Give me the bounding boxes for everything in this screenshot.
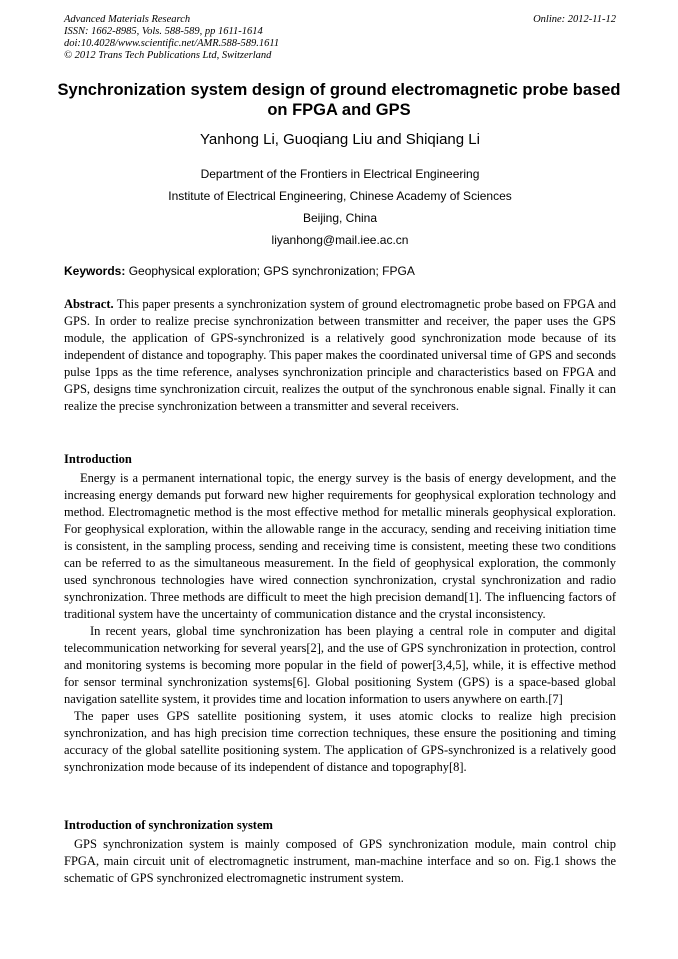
introduction-paragraph-1: Energy is a permanent international topic, the energy survey is the basis of energy development, and the increasing energy demands put forward new higher requirements for geophysical exploration technology and method. Electromagnetic method is the most effective method for metallic minerals geophysical exploration. For geophysical exploration, within the allowable range in the accuracy, sending and receiving initiation time is consistent, in the sampling process, sending and receiving time is consistent, meeting these two conditions can be referred to as the simultaneous measurement. In the field of geophysical exploration, the commonly used synchronous technologies have wired connection synchronization, crystal synchronization and radio synchronization. Three methods are difficult to meet the high precision demand[1]. The influencing factors of traditional system have the uncertainty of communication distance and the crystal inconsistency. [64, 471, 616, 621]
journal-name: Advanced Materials Research [64, 14, 191, 25]
introduction-body [64, 470, 616, 776]
journal-header [64, 14, 616, 62]
paper-authors: Yanhong Li, Guoqiang Liu and Shiqiang Li [200, 131, 480, 148]
keywords [64, 263, 616, 279]
journal-issn: ISSN: 1662-8985, Vols. 588-589, pp 1611-1614 [64, 26, 263, 37]
introduction-paragraph-2: In recent years, global time synchronization has been playing a central role in computer and digital telecommunication networking for several years[2], and the use of GPS synchronization in protection, control and monitoring systems is becoming more popular in the field of power[3,4,5], while, it is effective method for sensor terminal synchronization systems[6]. Global positioning System (GPS) is a space-based global navigation satellite system, it provides time and location information to users anywhere on earth.[7] [64, 624, 616, 706]
abstract [64, 296, 616, 415]
introduction-heading: Introduction [64, 452, 132, 466]
affiliation-department: Department of the Frontiers in Electrical Engineering [200, 167, 480, 181]
affiliation-institute: Institute of Electrical Engineering, Chinese Academy of Sciences [168, 189, 512, 203]
abstract-text: This paper presents a synchronization system of ground electromagnetic probe based on FPGA and GPS. In order to realize precise synchronization between transmitter and receiver, the paper uses the GPS module, the application of GPS-synchronized is a relatively good synchronization mode because of its independent of distance and topography. This paper makes the coordinated universal time of GPS and seconds pulse 1pps as the time reference, analyses synchronization principle and characteristics based on FPGA and GPS, designs time synchronization circuit, realizes the output of the synchronous enable signal. Finally it can realize the precise synchronization between a transmitter and several receivers. [64, 297, 616, 413]
journal-doi: doi:10.4028/www.scientific.net/AMR.588-589.1611 [64, 38, 280, 49]
sync-system-body [64, 836, 616, 887]
affiliation-city: Beijing, China [302, 211, 378, 225]
keywords-text: Geophysical exploration; GPS synchronization; FPGA [125, 264, 415, 278]
journal-copyright: © 2012 Trans Tech Publications Ltd, Switzerland [64, 50, 272, 61]
sync-system-heading: Introduction of synchronization system [64, 818, 273, 832]
keywords-label: Keywords: [64, 264, 126, 278]
sync-system-paragraph: GPS synchronization system is mainly composed of GPS synchronization module, main control chip FPGA, main circuit unit of electromagnetic instrument, man-machine interface and so on. Fig.1 shows the schematic of GPS synchronized electromagnetic instrument system. [64, 837, 616, 885]
paper-title: Synchronization system design of ground electromagnetic probe based on FPGA and GPS [57, 81, 621, 119]
affiliation [64, 163, 616, 251]
introduction-paragraph-3: The paper uses GPS satellite positioning system, it uses atomic clocks to realize high precision synchronization, and has high precision time correction techniques, these ensure the positioning and timing accuracy of the global satellite positioning system. The application of GPS-synchronized is a relatively good synchronization mode because of its independent of distance and topography[8]. [64, 709, 616, 774]
abstract-label: Abstract. [64, 297, 114, 311]
author-email: liyanhong@mail.iee.ac.cn [271, 233, 409, 247]
online-date: Online: 2012-11-12 [533, 14, 616, 25]
